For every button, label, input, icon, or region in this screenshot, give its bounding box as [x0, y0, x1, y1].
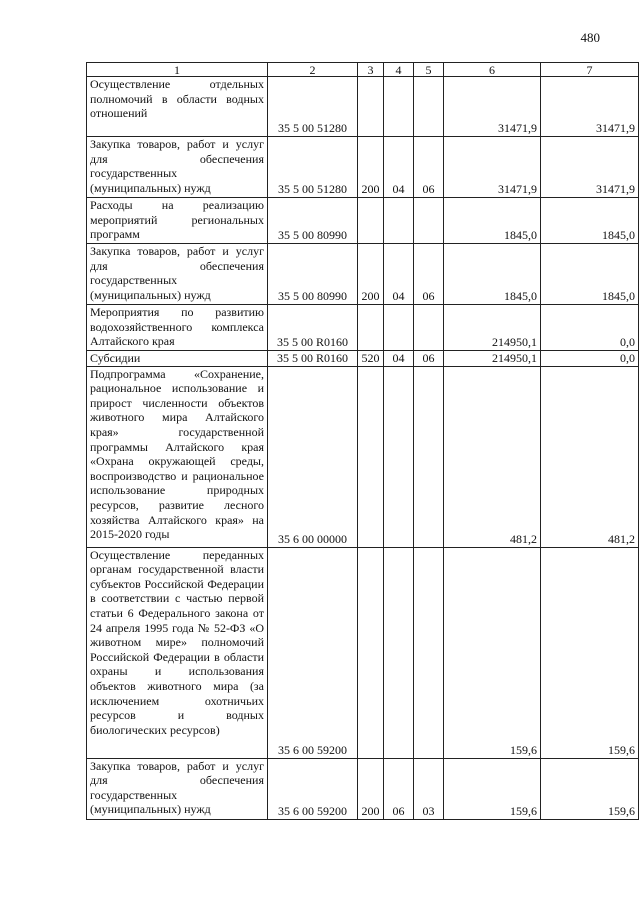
row-code: 35 5 00 80990 — [268, 244, 358, 305]
row-sum-1: 31471,9 — [444, 137, 541, 198]
row-name: Подпрограмма «Сохранение, рациональное использование и прирост численности объектов животного мира Алтайского края» государственной программы Алтайского края «Охрана окружающей среды, воспроизводство и рациональное использование природных ресурсов, развитие лесного хозяйства Алтайского края» на 2015-2020 годы — [87, 366, 268, 547]
table-row — [87, 351, 639, 367]
row-sum-2: 1845,0 — [541, 198, 639, 244]
row-vr: 520 — [358, 351, 384, 367]
row-sum-2: 1845,0 — [541, 244, 639, 305]
column-header: 5 — [414, 63, 444, 77]
row-pr — [414, 366, 444, 547]
table-row — [87, 758, 639, 819]
row-name: Закупка товаров, работ и услуг для обеспечения государственных (муниципальных) нужд — [87, 244, 268, 305]
row-sum-1: 1845,0 — [444, 198, 541, 244]
row-name: Закупка товаров, работ и услуг для обеспечения государственных (муниципальных) нужд — [87, 137, 268, 198]
row-pr — [414, 198, 444, 244]
table-row — [87, 137, 639, 198]
row-sum-1: 159,6 — [444, 758, 541, 819]
page-number: 480 — [580, 30, 600, 45]
row-rz: 04 — [384, 137, 414, 198]
row-sum-1: 159,6 — [444, 547, 541, 758]
row-vr — [358, 198, 384, 244]
row-name: Осуществление отдельных полномочий в области водных отношений — [87, 77, 268, 137]
row-sum-2: 159,6 — [541, 547, 639, 758]
table-header-row — [87, 63, 639, 77]
row-rz — [384, 198, 414, 244]
row-sum-2: 31471,9 — [541, 77, 639, 137]
column-header: 1 — [87, 63, 268, 77]
row-vr — [358, 547, 384, 758]
column-header: 6 — [444, 63, 541, 77]
row-vr: 200 — [358, 244, 384, 305]
row-pr — [414, 77, 444, 137]
row-name: Мероприятия по развитию водохозяйственного комплекса Алтайского края — [87, 305, 268, 351]
row-vr: 200 — [358, 137, 384, 198]
column-header: 7 — [541, 63, 639, 77]
row-rz — [384, 366, 414, 547]
row-code: 35 5 00 R0160 — [268, 351, 358, 367]
table-row — [87, 77, 639, 137]
row-code: 35 5 00 51280 — [268, 77, 358, 137]
row-sum-2: 159,6 — [541, 758, 639, 819]
row-pr: 06 — [414, 244, 444, 305]
row-code: 35 5 00 51280 — [268, 137, 358, 198]
row-vr — [358, 366, 384, 547]
row-name: Субсидии — [87, 351, 268, 367]
row-sum-2: 31471,9 — [541, 137, 639, 198]
row-rz — [384, 547, 414, 758]
row-pr — [414, 547, 444, 758]
row-pr: 06 — [414, 137, 444, 198]
table-row — [87, 305, 639, 351]
row-code: 35 5 00 80990 — [268, 198, 358, 244]
row-pr — [414, 305, 444, 351]
row-rz: 04 — [384, 244, 414, 305]
row-name: Закупка товаров, работ и услуг для обеспечения государственных (муниципальных) нужд — [87, 758, 268, 819]
row-code: 35 6 00 59200 — [268, 547, 358, 758]
row-rz — [384, 305, 414, 351]
column-header: 3 — [358, 63, 384, 77]
row-rz — [384, 77, 414, 137]
row-sum-1: 1845,0 — [444, 244, 541, 305]
row-code: 35 5 00 R0160 — [268, 305, 358, 351]
row-sum-1: 214950,1 — [444, 305, 541, 351]
row-name: Расходы на реализацию мероприятий региональных программ — [87, 198, 268, 244]
table-row — [87, 198, 639, 244]
column-header: 4 — [384, 63, 414, 77]
row-name: Осуществление переданных органам государственной власти субъектов Российской Федерации в соответствии с частью первой статьи 6 Федерального закона от 24 апреля 1995 года № 52-ФЗ «О животном мире» полномочий Российской Федерации в области охраны и использования объектов животного мира (за исключением охотничьих ресурсов и водных биологических ресурсов) — [87, 547, 268, 758]
table-row — [87, 547, 639, 758]
row-pr: 06 — [414, 351, 444, 367]
row-vr — [358, 77, 384, 137]
row-vr: 200 — [358, 758, 384, 819]
row-sum-2: 0,0 — [541, 351, 639, 367]
row-rz: 04 — [384, 351, 414, 367]
row-sum-1: 31471,9 — [444, 77, 541, 137]
table-row — [87, 366, 639, 547]
row-code: 35 6 00 00000 — [268, 366, 358, 547]
column-header: 2 — [268, 63, 358, 77]
row-sum-1: 481,2 — [444, 366, 541, 547]
row-code: 35 6 00 59200 — [268, 758, 358, 819]
row-pr: 03 — [414, 758, 444, 819]
row-sum-1: 214950,1 — [444, 351, 541, 367]
row-vr — [358, 305, 384, 351]
row-sum-2: 0,0 — [541, 305, 639, 351]
row-rz: 06 — [384, 758, 414, 819]
table-row — [87, 244, 639, 305]
row-sum-2: 481,2 — [541, 366, 639, 547]
budget-table — [86, 62, 639, 820]
